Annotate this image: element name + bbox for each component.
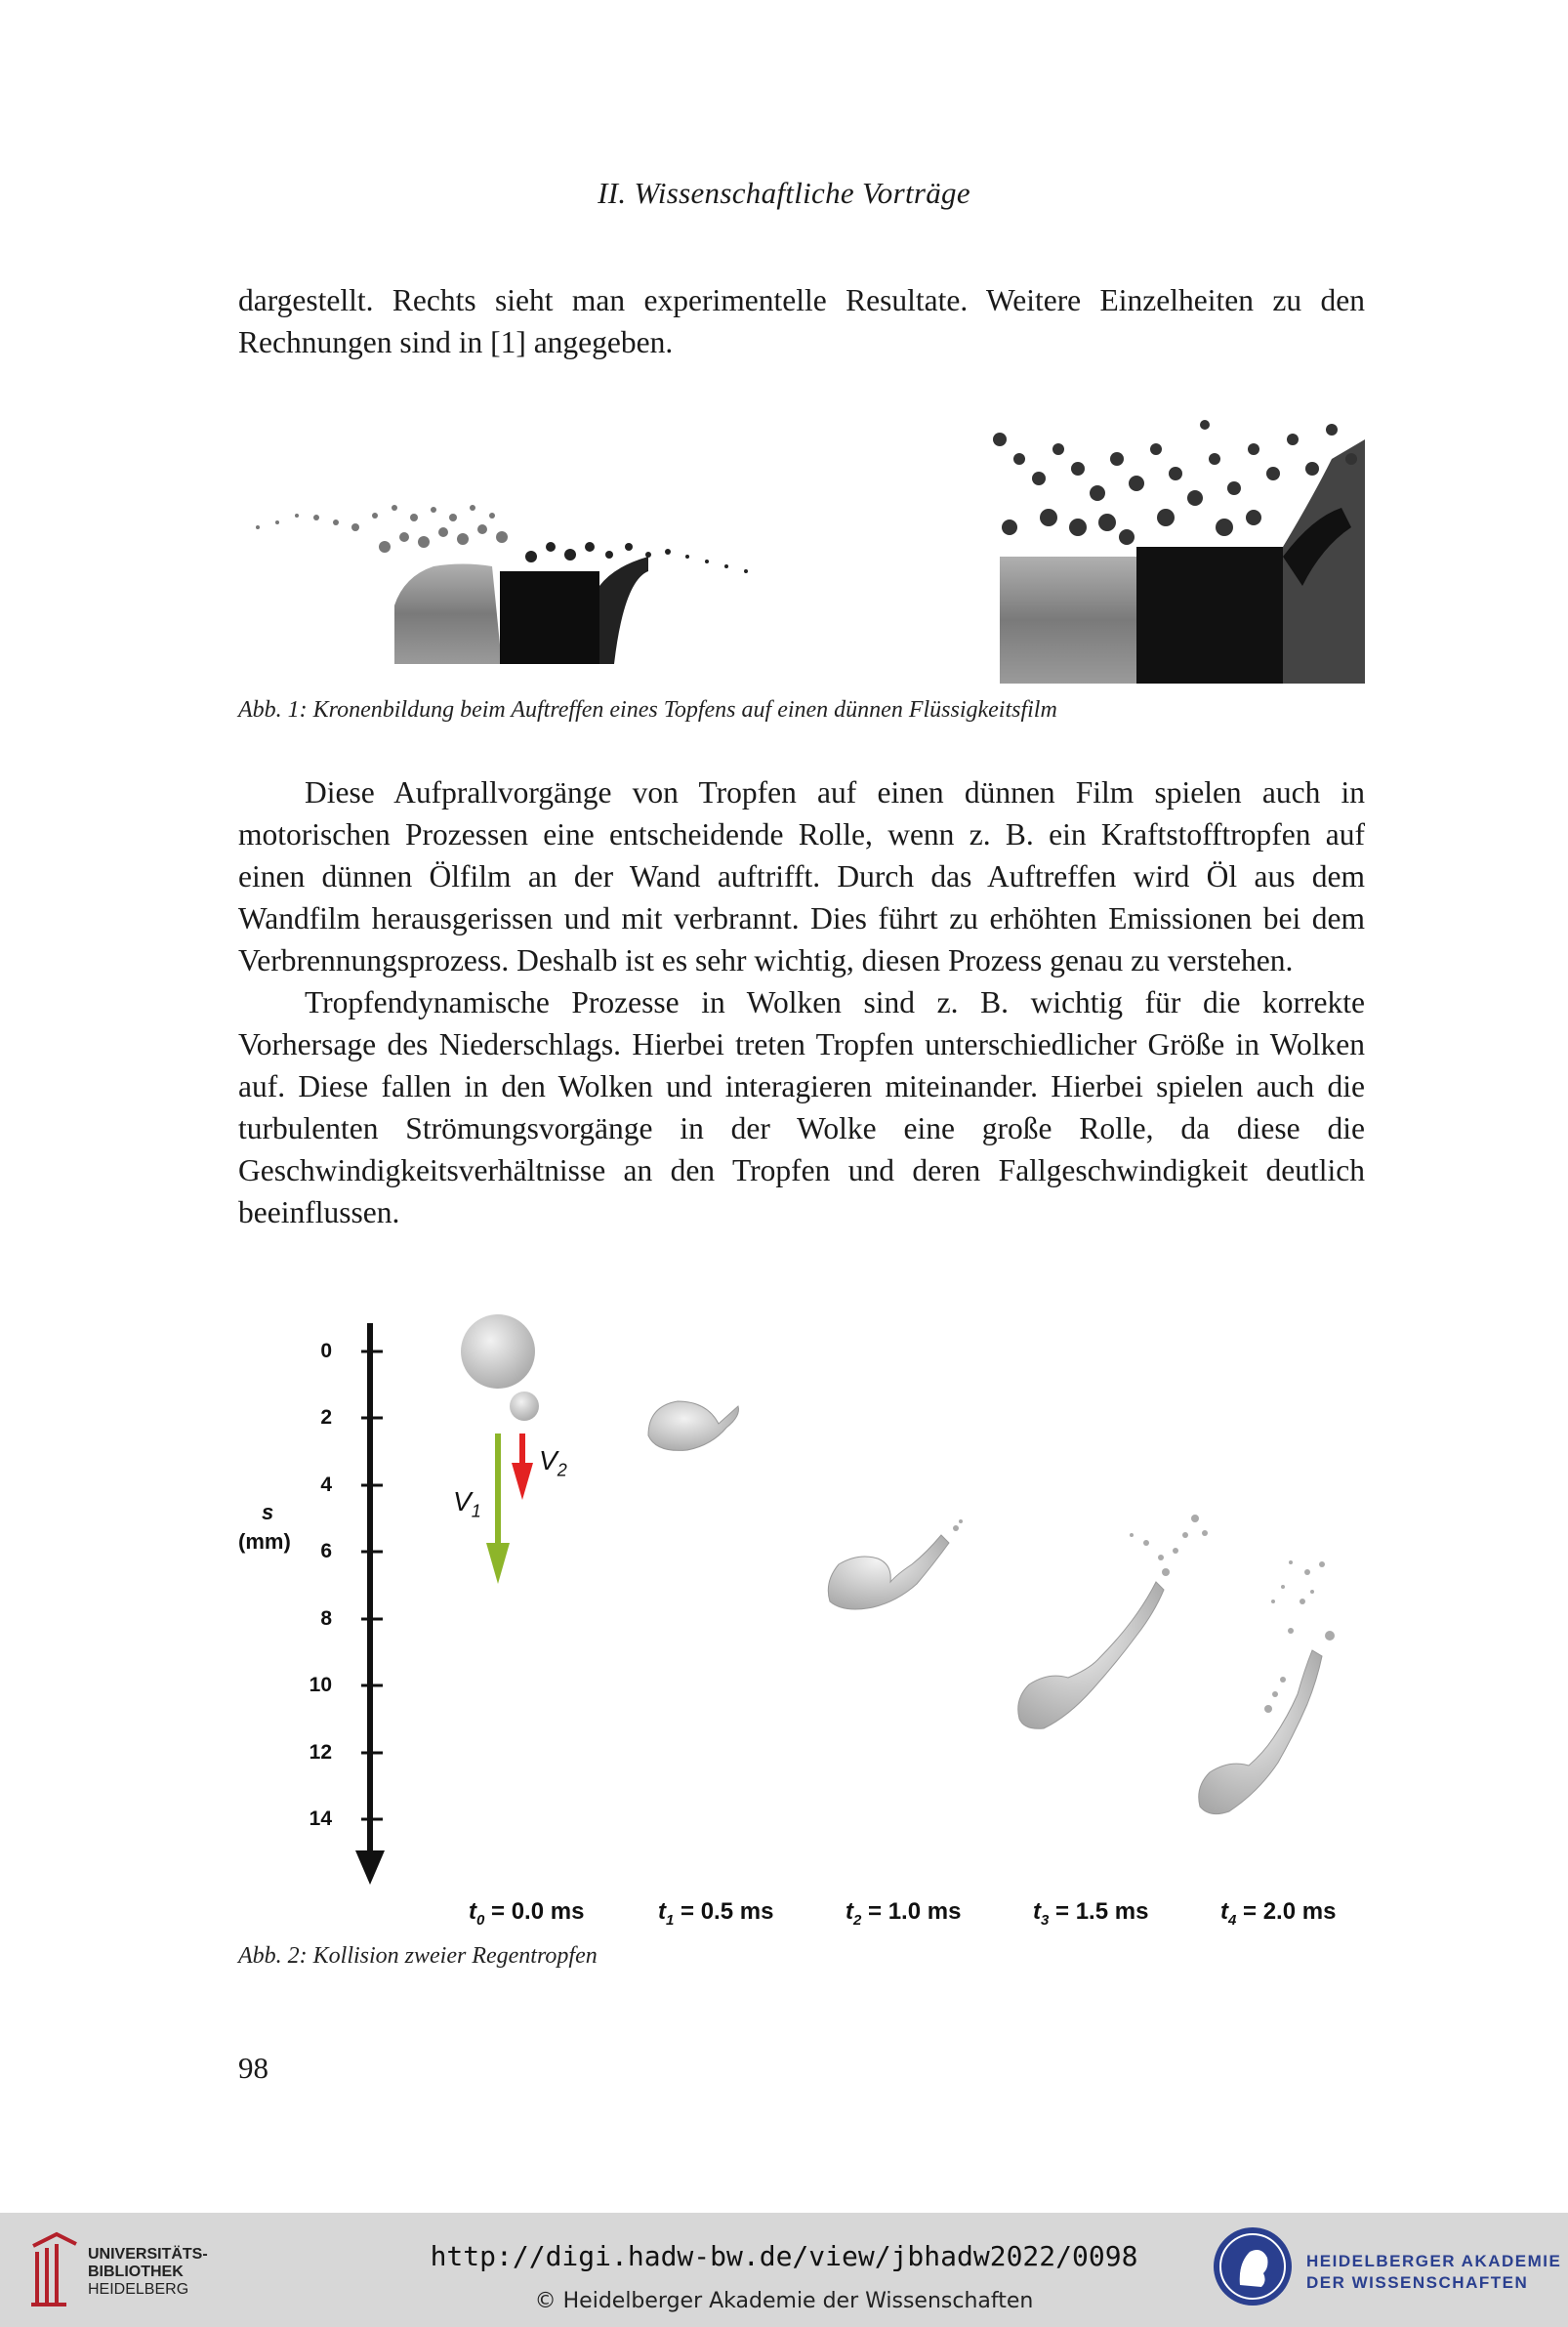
axis-unit: (mm)	[238, 1529, 291, 1554]
time-label-t3	[1033, 1898, 1148, 1929]
time-symbol: t	[1033, 1898, 1041, 1925]
time-subscript: 4	[1228, 1911, 1237, 1929]
v2-arrow	[512, 1434, 533, 1500]
academy-seal-icon	[1211, 2224, 1295, 2308]
body-text	[238, 771, 1365, 1233]
time-subscript: 0	[476, 1911, 485, 1929]
footer-copyright: © Heidelberger Akademie der Wissenschaften	[534, 2289, 1034, 2313]
v2-label	[539, 1445, 567, 1481]
v2-subscript: 2	[557, 1460, 567, 1480]
intro-paragraph	[238, 279, 1365, 363]
library-line-3: HEIDELBERG	[88, 2281, 189, 2298]
tick-label: 10	[309, 1674, 332, 1696]
droplets-t0	[461, 1314, 539, 1421]
running-head: II. Wissenschaftliche Vorträge	[598, 176, 970, 210]
time-subscript: 2	[853, 1911, 862, 1929]
droplets-t1	[648, 1401, 739, 1450]
time-value: = 1.5 ms	[1049, 1898, 1149, 1925]
tick-label: 2	[320, 1406, 332, 1429]
figure-2	[238, 1309, 1365, 1953]
v1-subscript: 1	[471, 1501, 481, 1521]
time-label-t0	[469, 1898, 584, 1929]
page-number: 98	[238, 2051, 268, 2085]
time-value: = 0.5 ms	[674, 1898, 774, 1925]
tick-label: 8	[320, 1607, 332, 1630]
figure-1-caption: Abb. 1: Kronenbildung beim Auftreffen eines Topfens auf einen dünnen Flüssigkeitsfilm	[238, 697, 1057, 723]
v1-label	[453, 1486, 481, 1522]
tick-label: 14	[309, 1808, 332, 1830]
v2-symbol: V	[539, 1445, 557, 1475]
time-value: = 0.0 ms	[484, 1898, 585, 1925]
time-symbol: t	[469, 1898, 476, 1925]
time-subscript: 1	[666, 1911, 675, 1929]
library-line-2: BIBLIOTHEK	[88, 2264, 184, 2280]
time-subscript: 3	[1041, 1911, 1050, 1929]
figure-2-graphic	[238, 1309, 1365, 1953]
time-label-t2	[846, 1898, 961, 1929]
intro-text: dargestellt. Rechts sieht man experimentelle Resultate. Weitere Einzelheiten zu den Rechnungen sind in [1] angegeben.	[238, 283, 1365, 359]
experiment-crown-image	[993, 420, 1365, 684]
droplets-t4	[1199, 1560, 1335, 1814]
time-symbol: t	[658, 1898, 666, 1925]
time-label-t1	[658, 1898, 773, 1929]
figure-1	[238, 400, 1365, 684]
time-label-t4	[1220, 1898, 1336, 1929]
academy-name	[1306, 2251, 1561, 2294]
footer-url-link[interactable]: http://digi.hadw-bw.de/view/jbhadw2022/0098	[430, 2240, 1138, 2272]
droplets-t3	[1018, 1515, 1208, 1728]
figure-1-images	[238, 400, 1365, 684]
time-symbol: t	[1220, 1898, 1228, 1925]
v1-arrow	[486, 1434, 510, 1584]
axis-symbol: s	[262, 1500, 274, 1524]
tick-label: 0	[320, 1340, 332, 1362]
paragraph-clouds: Tropfendynamische Prozesse in Wolken sind z. B. wichtig für die korrekte Vorhersage des Niederschlags. Hierbei treten Tropfen unterschiedlicher Größe in Wolken auf. Diese fallen in den Wolken und interagieren miteinander. Hierbei spielen auch die turbulenten Strömungsvorgänge in der Wolke eine große Rolle, da diese die Geschwindigkeitsverhältnisse an den Tropfen und deren Fallgeschwindigkeit deutlich beeinflussen.	[238, 985, 1365, 1229]
academy-logo	[1211, 2224, 1295, 2308]
tick-label: 6	[320, 1540, 332, 1562]
simulation-crown-image	[256, 505, 748, 664]
tick-label: 4	[320, 1474, 332, 1496]
academy-line-1: HEIDELBERGER AKADEMIE	[1306, 2252, 1562, 2270]
droplets-t2	[828, 1519, 963, 1609]
time-value: = 1.0 ms	[861, 1898, 962, 1925]
time-symbol: t	[846, 1898, 853, 1925]
time-value: = 2.0 ms	[1236, 1898, 1337, 1925]
s-axis	[355, 1323, 385, 1885]
tick-label: 12	[309, 1741, 332, 1764]
v1-symbol: V	[453, 1486, 472, 1517]
library-line-1: UNIVERSITÄTS-	[88, 2246, 208, 2263]
academy-line-2: DER WISSENSCHAFTEN	[1306, 2273, 1529, 2292]
paragraph-engine: Diese Aufprallvorgänge von Tropfen auf einen dünnen Film spielen auch in motorischen Prozessen eine entscheidende Rolle, wenn z. B. ein Kraftstofftropfen auf einen dünnen Ölfilm an der Wand auftrifft. Durch das Auftreffen wird Öl aus dem Wandfilm herausgerissen und mit verbrannt. Dies führt zu erhöhten Emissionen bei dem Verbrennungsprozess. Deshalb ist es sehr wichtig, diesen Prozess genau zu verstehen.	[238, 775, 1365, 977]
figure-2-caption: Abb. 2: Kollision zweier Regentropfen	[238, 1943, 598, 1969]
